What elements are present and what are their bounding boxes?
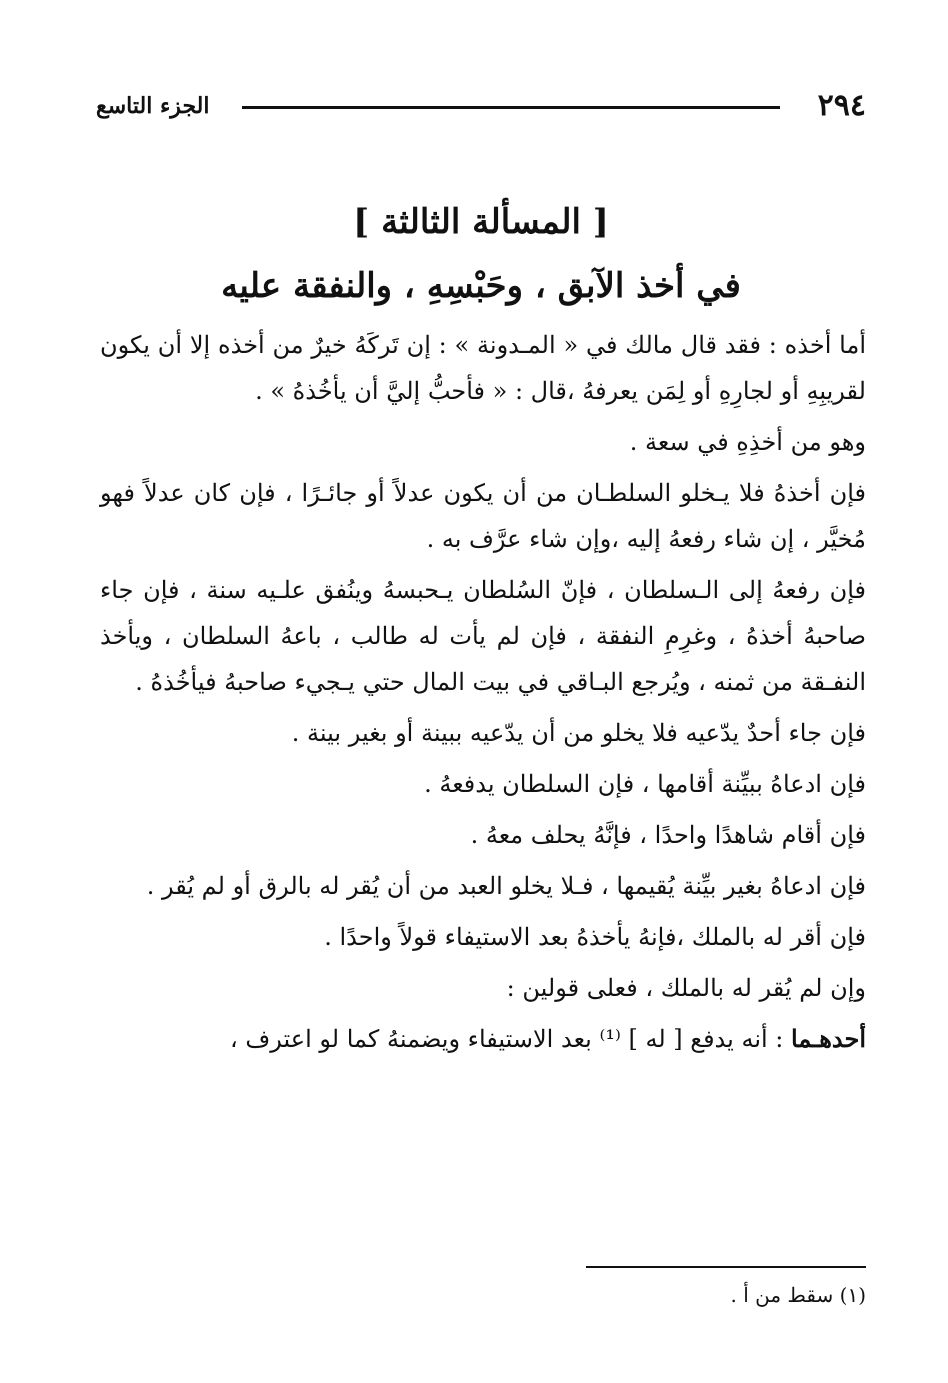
body-text — [100, 322, 866, 1067]
paragraph: فإن رفعهُ إلى الـسلطان ، فإنّ السُلطان يـحبسهُ وينُفق علـيه سنة ، فإن جاء صاحبهُ أخذهُ ، وغرِمِ النفقة ، فإن لم يأت له طالب ، باعهُ السلطان ، ويأخذ النفـقة من ثمنه ، ويُرجع البـاقي في بيت المال حتي يـجيء صاحبهُ فيأخُذهُ . — [100, 576, 866, 696]
section-subtitle: في أخذ الآبق ، وحَبْسِهِ ، والنفقة عليه — [221, 266, 741, 306]
paragraph — [100, 1016, 866, 1062]
paragraph: وإن لم يُقر له بالملك ، فعلى قولين : — [506, 974, 866, 1002]
paragraph: فإن أقام شاهدًا واحدًا ، فإنَّهُ يحلف معهُ . — [470, 821, 866, 849]
running-header — [96, 86, 866, 126]
paragraph: فإن ادعاهُ ببيِّنة أقامها ، فإن السلطان يدفعهُ . — [424, 770, 866, 798]
footnote: (١) سقط من أ . — [730, 1283, 866, 1307]
paragraph-lead: أحدهـما — [791, 1024, 866, 1053]
footnote-rule — [586, 1266, 866, 1268]
paragraph: وهو من أخذِهِ في سعة . — [629, 428, 866, 456]
paragraph: فإن جاء أحدٌ يدّعيه فلا يخلو من أن يدّعيه ببينة أو بغير بينة . — [291, 719, 866, 747]
section-title: [ المسألة الثالثة ] — [353, 202, 609, 242]
volume-title: الجزء التاسع — [96, 93, 210, 119]
paragraph: فإن أقر له بالملك ،فإنهُ يأخذهُ بعد الاستيفاء قولاً واحدًا . — [324, 923, 866, 951]
paragraph-text: : أنه يدفع [ له ] ⁽¹⁾ بعد الاستيفاء ويضمنهُ كما لو اعترف ، — [230, 1025, 792, 1053]
paragraph: فإن أخذهُ فلا يـخلو السلطـان من أن يكون عدلاً أو جائـرًا ، فإن كان عدلاً فهو مُخيَّر ، إن شاء رفعهُ إليه ،وإن شاء عرَّف به . — [100, 479, 866, 553]
paragraph: فإن ادعاهُ بغير بيِّنة يُقيمها ، فـلا يخلو العبد من أن يُقر له بالرق أو لم يُقر . — [146, 872, 866, 900]
header-rule — [242, 106, 780, 109]
page-number: ٢٩٤ — [817, 88, 866, 123]
paragraph: أما أخذه : فقد قال مالك في « المـدونة » : إن تَركَهُ خيرٌ من أخذه إلا أن يكون لقريبِهِ أو لجارِهِ أو لِمَن يعرفهُ ،قال : « فأحبُّ إليَّ أن يأخُذهُ » . — [100, 331, 866, 405]
